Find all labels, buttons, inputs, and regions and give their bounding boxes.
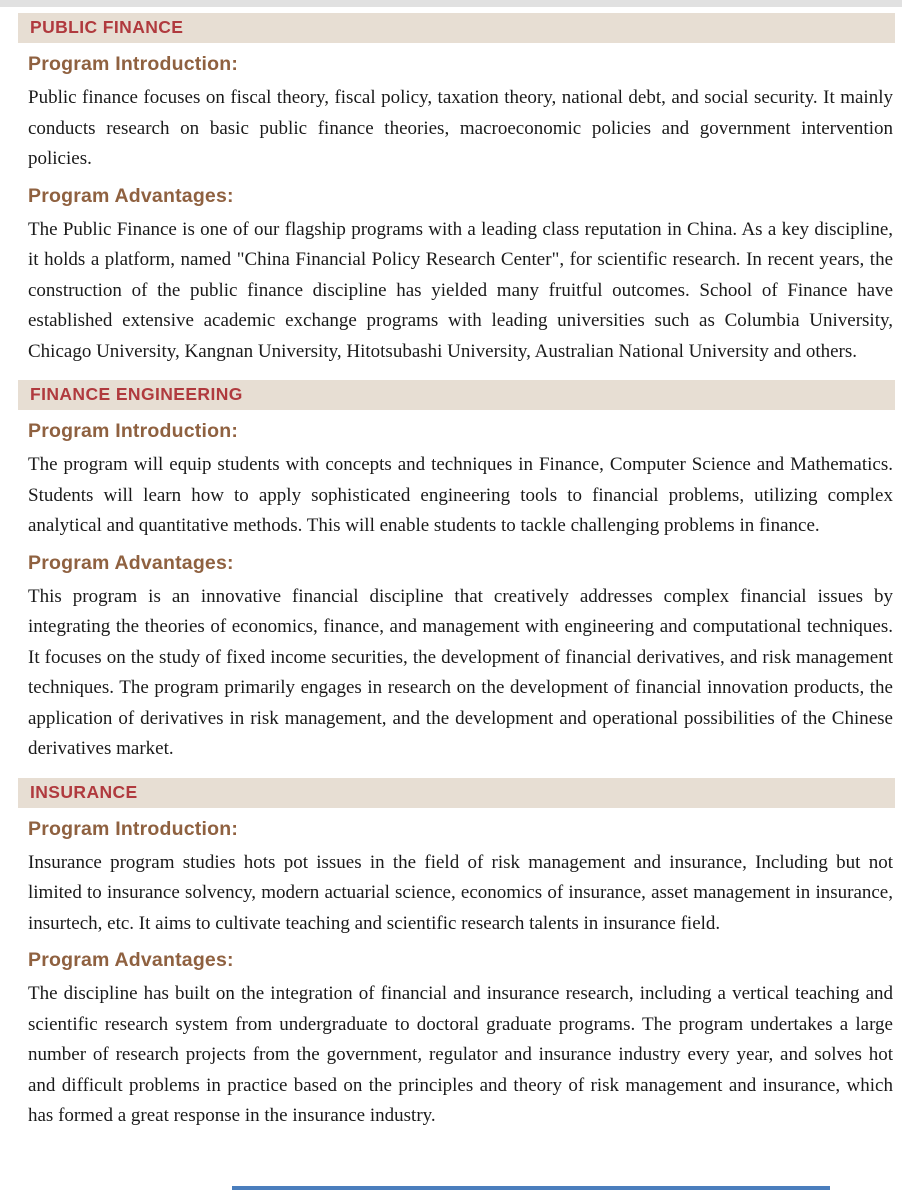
introduction-paragraph: Insurance program studies hots pot issues in the field of risk management and insurance, Including but not limited to insurance solvency, modern actuarial science, economics of insurance, asset management in insurance, insurtech, etc. It aims to cultivate teaching and scientific research talents in insurance field. (28, 851, 893, 934)
advantages-paragraph: The Public Finance is one of our flagship programs with a leading class reputation in China. As a key discipline, it holds a platform, named "China Financial Policy Research Center", for scientific research. In recent years, the construction of the public finance discipline has yielded many fruitful outcomes. School of Finance have established extensive academic exchange programs with leading universities such as Columbia University, Chicago University, Kangnan University, Hitotsubashi University, Australian National University and others. (28, 218, 893, 362)
introduction-paragraph: The program will equip students with concepts and techniques in Finance, Computer Science and Mathematics. Students will learn how to apply sophisticated engineering tools to financial problems, utilizing complex analytical and quantitative methods. This will enable students to tackle challenging problems in finance. (28, 454, 893, 536)
section-finance-engineering (0, 380, 908, 765)
program-introduction-heading: Program Introduction: (28, 420, 239, 442)
program-introduction-heading: Program Introduction: (28, 53, 239, 75)
program-advantages-heading: Program Advantages: (28, 551, 234, 574)
section-title: PUBLIC FINANCE (30, 17, 184, 37)
advantages-paragraph: This program is an innovative financial discipline that creatively addresses complex financial issues by integrating the theories of economics, finance, and management with engineering and computational techniques. It focuses on the study of fixed income securities, the development of financial derivatives, and risk management techniques. The program primarily engages in research on the development of financial innovation products, the application of derivatives in risk management, and the development and operational possibilities of the Chinese derivatives market. (28, 585, 893, 759)
program-advantages-heading: Program Advantages: (28, 184, 234, 207)
introduction-paragraph: Public finance focuses on fiscal theory, fiscal policy, taxation theory, national debt, and social security. It mainly conducts research on basic public finance theories, macroeconomic policies and government intervention policies. (28, 87, 893, 169)
section-title: FINANCE ENGINEERING (30, 384, 243, 404)
program-advantages-heading: Program Advantages: (28, 949, 234, 971)
bottom-blue-bar (232, 1186, 830, 1190)
section-title: INSURANCE (30, 781, 138, 802)
section-insurance (0, 778, 908, 1132)
section-header-bar (18, 13, 895, 43)
top-page-divider (0, 0, 902, 7)
section-header-bar (18, 778, 895, 808)
section-public-finance (0, 13, 908, 367)
advantages-paragraph: The discipline has built on the integration of financial and insurance research, including a vertical teaching and scientific research system from undergraduate to doctoral graduate programs. The program undertakes a large number of research projects from the government, regulator and insurance industry every year, and solves hot and difficult problems in practice based on the principles and theory of risk management and insurance, which has formed a great response in the insurance industry. (28, 983, 893, 1126)
program-introduction-heading: Program Introduction: (28, 817, 239, 840)
section-header-bar (18, 380, 895, 410)
